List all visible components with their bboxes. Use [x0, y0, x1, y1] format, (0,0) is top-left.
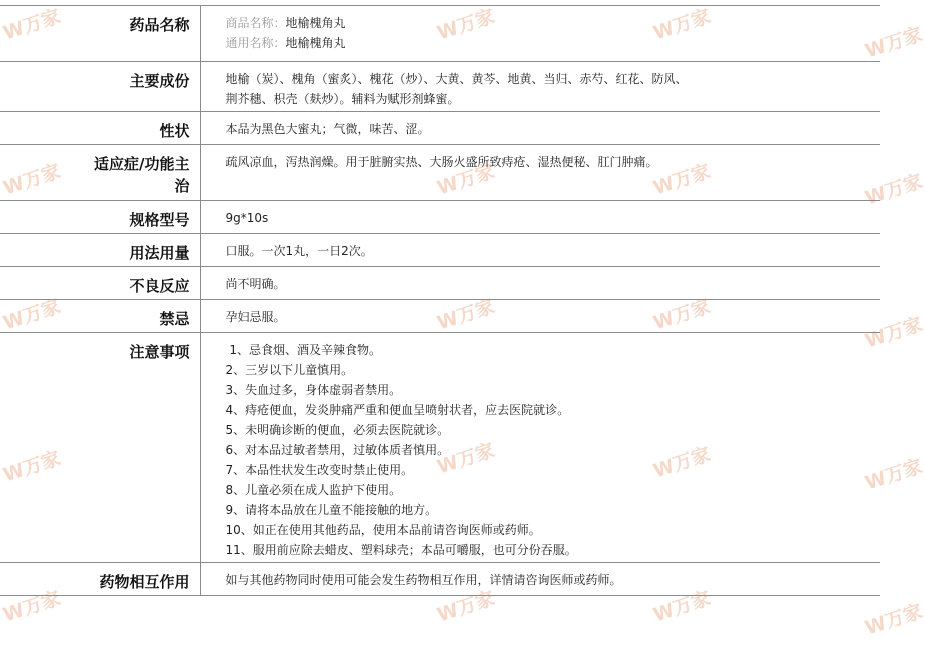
drug-spec-table [0, 5, 880, 596]
precaution-item: 5、未明确诊断的便血，必须去医院就诊。 [225, 423, 450, 437]
label-indications: 适应症/功能主 治 [0, 145, 200, 201]
watermark: W万家 [862, 455, 926, 495]
row-spec [0, 201, 880, 234]
watermark: W万家 [862, 600, 926, 640]
precaution-item: 11、服用前应除去蜡皮、塑料球壳；本品可嚼服，也可分份吞服。 [225, 543, 577, 557]
label-drug-name: 药品名称 [0, 6, 200, 62]
row-adverse [0, 267, 880, 300]
row-indications [0, 145, 880, 201]
watermark: W万家 [650, 5, 714, 45]
label-spec: 规格型号 [0, 201, 200, 234]
watermark: W万家 [862, 23, 926, 63]
label-precautions: 注意事项 [0, 333, 200, 563]
watermark: W万家 [862, 170, 926, 210]
value-ingredients [200, 62, 880, 112]
ingredients-line: 地榆（炭）、槐角（蜜炙）、槐花（炒）、大黄、黄芩、地黄、当归、赤芍、红花、防风、 [225, 72, 688, 86]
label-contraindications: 禁忌 [0, 300, 200, 333]
row-usage [0, 234, 880, 267]
trade-name-prefix: 商品名称： [225, 16, 286, 30]
label-appearance: 性状 [0, 112, 200, 145]
precaution-item: 3、失血过多，身体虚弱者禁用。 [225, 383, 402, 397]
precaution-item: 8、儿童必须在成人监护下使用。 [225, 483, 402, 497]
label-adverse: 不良反应 [0, 267, 200, 300]
precaution-item: 6、对本品过敏者禁用，过敏体质者慎用。 [225, 443, 450, 457]
value-indications: 疏风凉血，泻热润燥。用于脏腑实热、大肠火盛所致痔疮、湿热便秘、肛门肿痛。 [200, 145, 880, 201]
row-precautions [0, 333, 880, 563]
precaution-item: 2、三岁以下儿童慎用。 [225, 363, 354, 377]
value-interactions: 如与其他药物同时使用可能会发生药物相互作用，详情请咨询医师或药师。 [200, 563, 880, 596]
value-appearance: 本品为黑色大蜜丸；气微，味苦、涩。 [200, 112, 880, 145]
watermark: W万家 [434, 5, 498, 45]
watermark: W万家 [650, 295, 714, 335]
precaution-item: 10、如正在使用其他药品，使用本品前请咨询医师或药师。 [225, 523, 541, 537]
common-name-prefix: 通用名称： [225, 36, 286, 50]
watermark: W万家 [650, 443, 714, 483]
label-ingredients: 主要成份 [0, 62, 200, 112]
row-interactions [0, 563, 880, 596]
value-adverse: 尚不明确。 [200, 267, 880, 300]
watermark: W万家 [0, 587, 64, 627]
precaution-item: 4、痔疮便血，发炎肿痛严重和便血呈喷射状者，应去医院就诊。 [225, 403, 570, 417]
value-drug-name [200, 6, 880, 62]
label-usage: 用法用量 [0, 234, 200, 267]
watermark: W万家 [0, 160, 64, 200]
value-contraindications: 孕妇忌服。 [200, 300, 880, 333]
value-precautions [200, 333, 880, 563]
watermark: W万家 [434, 295, 498, 335]
value-spec: 9g*10s [200, 201, 880, 234]
precaution-item: 7、本品性状发生改变时禁止使用。 [225, 463, 414, 477]
row-ingredients [0, 62, 880, 112]
precaution-item: 9、请将本品放在儿童不能接触的地方。 [225, 503, 438, 517]
watermark: W万家 [0, 447, 64, 487]
watermark: W万家 [434, 439, 498, 479]
watermark: W万家 [434, 160, 498, 200]
row-contraindications [0, 300, 880, 333]
trade-name-value: 地榆槐角丸 [285, 16, 346, 30]
label-interactions: 药物相互作用 [0, 563, 200, 596]
watermark: W万家 [0, 5, 64, 45]
watermark: W万家 [434, 587, 498, 627]
ingredients-line: 荆芥穗、枳壳（麸炒）。辅料为赋形剂蜂蜜。 [225, 92, 460, 106]
precaution-item: 1、忌食烟、酒及辛辣食物。 [225, 343, 381, 357]
row-appearance [0, 112, 880, 145]
watermark: W万家 [862, 313, 926, 353]
common-name-value: 地榆槐角丸 [285, 36, 346, 50]
watermark: W万家 [650, 160, 714, 200]
watermark: W万家 [650, 587, 714, 627]
watermark: W万家 [0, 295, 64, 335]
row-drug-name [0, 6, 880, 62]
value-usage: 口服。一次1丸，一日2次。 [200, 234, 880, 267]
